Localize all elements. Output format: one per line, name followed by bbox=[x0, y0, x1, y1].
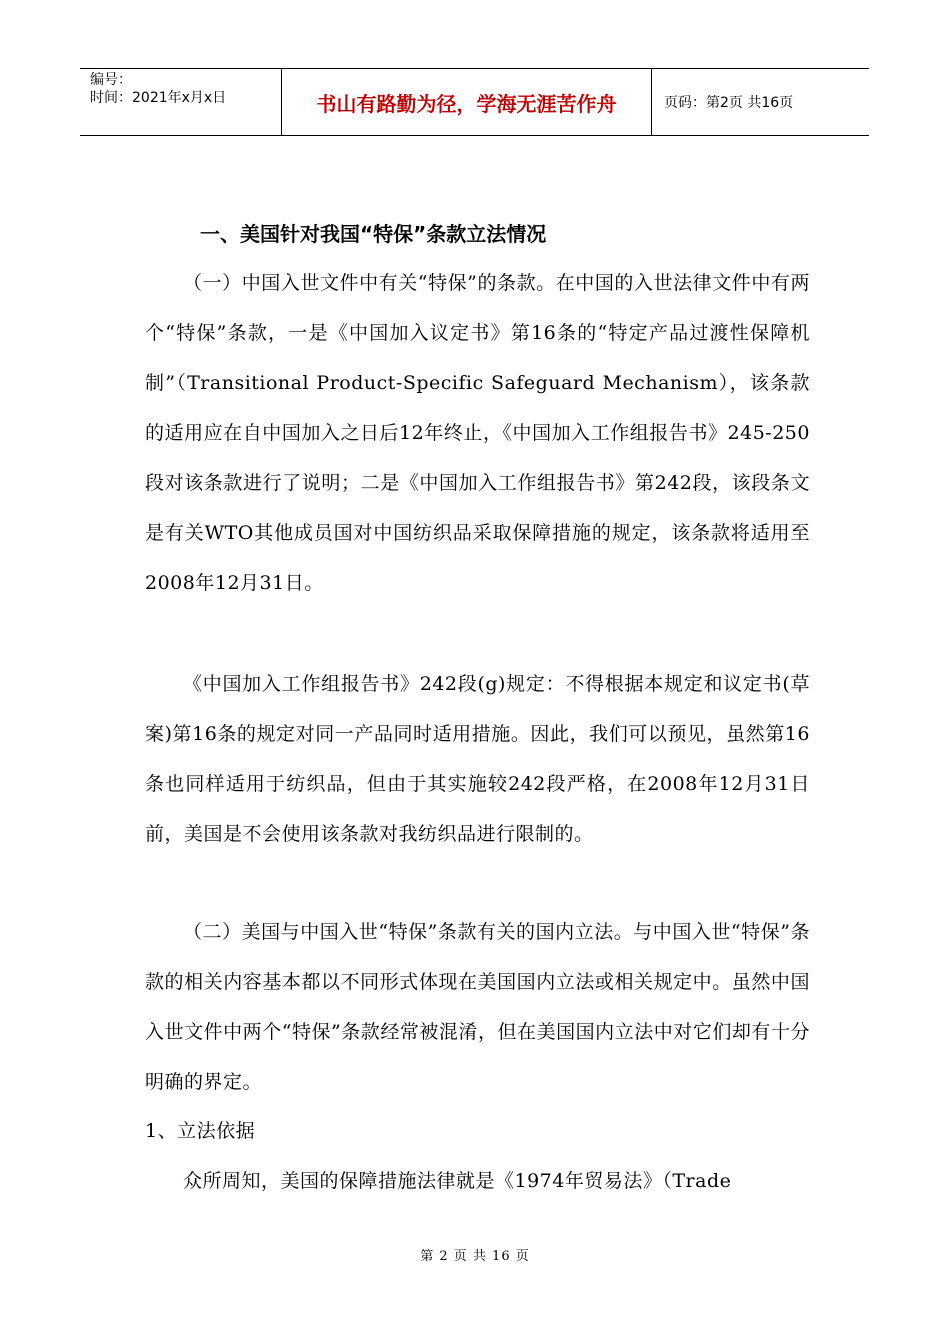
header-motto: 书山有路勤为径，学海无涯苦作舟 bbox=[316, 91, 617, 116]
page-header bbox=[80, 68, 869, 136]
section-title: 一、美国针对我国“特保”条款立法情况 bbox=[200, 222, 547, 246]
document-time-label: 时间：2021年x月x日 bbox=[90, 90, 227, 106]
header-page-info-cell bbox=[652, 69, 869, 135]
paragraph-2: 《中国加入工作组报告书》242段(g)规定：不得根据本规定和议定书(草案)第16条的规定对同一产品同时适用措施。因此，我们可以预见，虽然第16条也同样适用于纺织品，但由于其实施较242段严格，在2008年12月31日前，美国是不会使用该条款对我纺织品进行限制的。 bbox=[145, 673, 810, 845]
page-footer: 第 2 页 共 16 页 bbox=[420, 1249, 530, 1264]
paragraph-4: 众所周知，美国的保障措施法律就是《1974年贸易法》（Trade bbox=[183, 1170, 732, 1192]
paragraph-1: （一）中国入世文件中有关“特保”的条款。在中国的入世法律文件中有两个“特保”条款，一是《中国加入议定书》第16条的“特定产品过渡性保障机制”（Transitional Product-Specific Safeguard Mechanism），该条款的适用应在自中国加入之日后12年终止，《中国加入工作组报告书》245-250段对该条款进行了说明；二是《中国加入工作组报告书》第242段，该段条文是有关WTO其他成员国对中国纺织品采取保障措施的规定，该条款将适用至2008年12月31日。 bbox=[145, 272, 810, 594]
header-motto-cell bbox=[282, 69, 652, 135]
header-meta bbox=[80, 69, 282, 135]
paragraph-3: （二）美国与中国入世“特保”条款有关的国内立法。与中国入世“特保”条款的相关内容基本都以不同形式体现在美国国内立法或相关规定中。虽然中国入世文件中两个“特保”条款经常被混淆，但在美国国内立法中对它们却有十分明确的界定。 bbox=[145, 921, 810, 1093]
header-page-info: 页码：第2页 共16页 bbox=[664, 95, 794, 111]
subsection-heading: 1、立法依据 bbox=[145, 1120, 256, 1142]
document-number-label: 编号： bbox=[90, 72, 132, 88]
